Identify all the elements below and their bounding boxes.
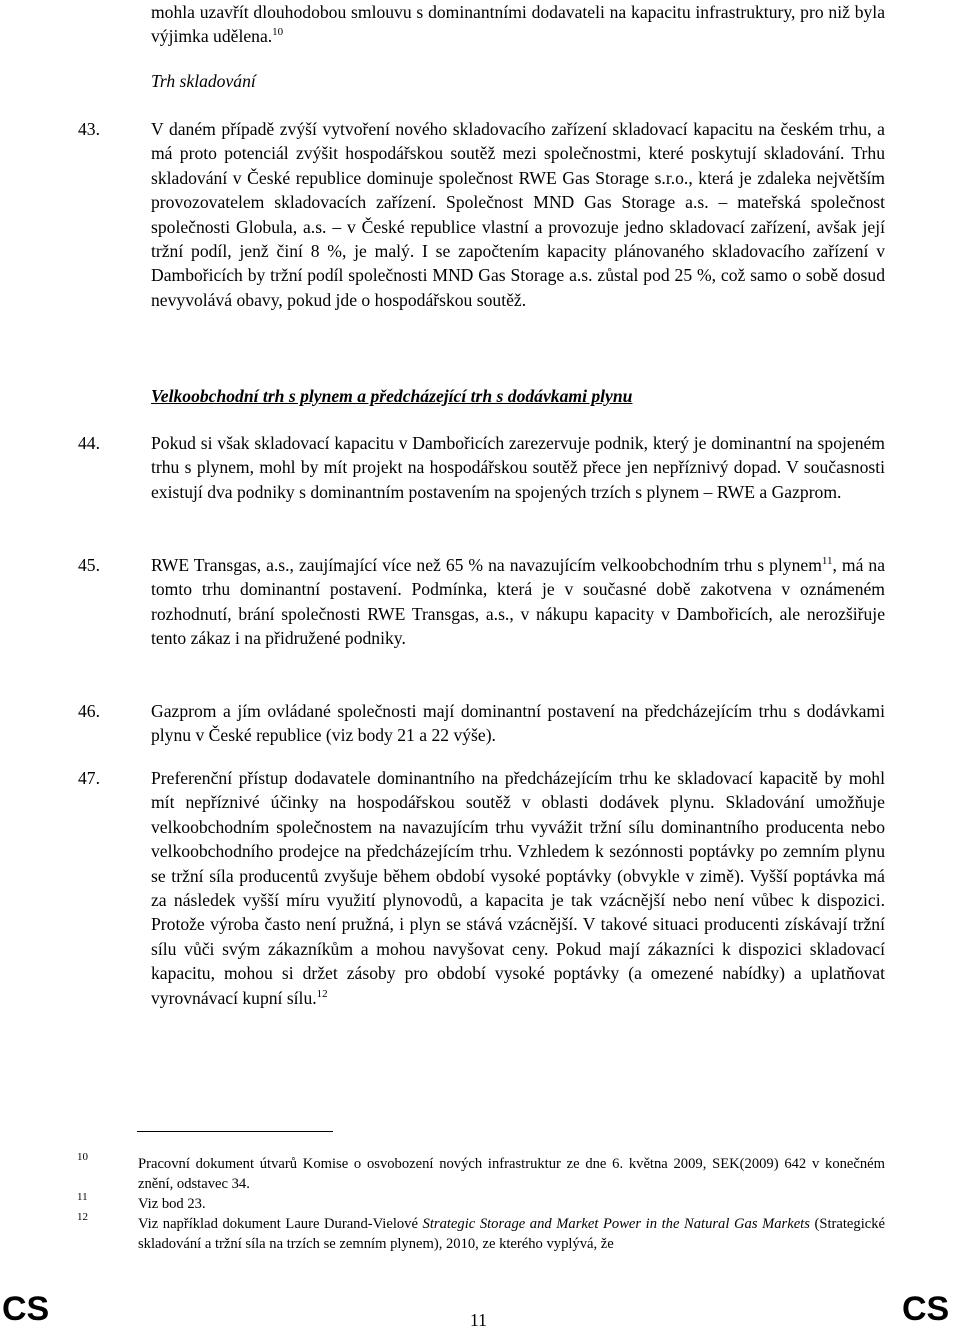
- paragraph-number-47: 47.: [78, 768, 100, 788]
- paragraph-number-45: 45.: [78, 555, 100, 575]
- footnote-separator: [137, 1131, 333, 1132]
- footnote-number-10: 10: [77, 1151, 88, 1163]
- footnote-12-text-before: Viz například dokument Laure Durand-Vielové: [138, 1216, 423, 1232]
- footnote-number-11: 11: [77, 1191, 88, 1203]
- intro-paragraph: [151, 0, 885, 49]
- footnote-ref-11[interactable]: 11: [821, 555, 833, 568]
- paragraph-43: V daném případě zvýší vytvoření nového skladovacího zařízení skladovací kapacitu na českém trhu, a má proto potenciál zvýšit hospodářskou soutěž mezi společnostmi, které poskytují skladování. Trhu skladování v České republice dominuje společnost RWE Gas Storage s.r.o., která je zdaleka největším provozovatelem skladovacích zařízení. Společnost MND Gas Storage a.s. – mateřská společnost společnosti Globula, a.s. – v České republice vlastní a provozuje jedno skladovací zařízení, avšak její tržní podíl, jenž činí 8 %, je malý. I se započtením kapacity plánovaného skladovacího zařízení v Dambořicích by tržní podíl společnosti MND Gas Storage a.s. zůstal pod 25 %, což samo o sobě dosud nevyvolává obavy, pokud jde o hospodářskou soutěž.: [151, 119, 885, 310]
- intro-paragraph-text: mohla uzavřít dlouhodobou smlouvu s dominantními dodavateli na kapacitu infrastruktury, pro niž byla výjimka udělena.: [151, 2, 885, 47]
- footnote-number-12: 12: [77, 1211, 88, 1223]
- paragraph-45-text-before: RWE Transgas, a.s., zaujímající více než 65 % na navazujícím velkoobchodním trhu s plynem: [151, 555, 822, 575]
- paragraph-number-46: 46.: [78, 701, 100, 721]
- footnote-12-title: Strategic Storage and Market Power in the Natural Gas Markets: [422, 1216, 810, 1232]
- page-number: 11: [470, 1310, 487, 1330]
- footnote-ref-12[interactable]: 12: [316, 987, 328, 1000]
- section-heading-storage-market: Trh skladování: [151, 71, 256, 91]
- paragraph-47-text: Preferenční přístup dodavatele dominantního na předcházejícím trhu ke skladovací kapacitě by mohl mít nepříznivé účinky na hospodářskou soutěž v oblasti dodávek plynu. Skladování umožňuje velkoobchodním společnostem na navazujícím trhu vyvážit tržní sílu dominantního producenta nebo velkoobchodního prodejce na předcházejícím trhu. Vzhledem k sezónnosti poptávky po zemním plynu se tržní síla producentů zvyšuje během období vysoké poptávky (obvykle v zimě). Vyšší poptávka má za následek vyšší míru využití plynovodů, a kapacita je tak vzácnější nebo není vůbec k dispozici. Protože výroba často není pružná, i plyn se stává vzácnější. V takové situaci producenti získávají tržní sílu vůči svým zákazníkům a mohou navyšovat ceny. Pokud mají zákazníci k dispozici skladovací kapacitu, mohou si držet zásoby pro období vysoké poptávky (a omezené nabídky) a uplatňovat vyrovnávací kupní sílu.: [151, 768, 885, 1008]
- paragraph-45: [151, 553, 885, 651]
- paragraph-46: Gazprom a jím ovládané společnosti mají dominantní postavení na předcházejícím trhu s dodávkami plynu v České republice (viz body 21 a 22 výše).: [151, 701, 885, 746]
- paragraph-number-44: 44.: [78, 433, 100, 453]
- footnote-ref-10[interactable]: 10: [272, 26, 284, 39]
- footnote-12-text-after: (Strategické skladování a tržní síla na trzích se zemním plynem), 2010, ze kterého vyplývá, že: [138, 1216, 886, 1252]
- footnote-12: [138, 1214, 885, 1254]
- footnote-11: Viz bod 23.: [138, 1196, 206, 1212]
- footnote-10: Pracovní dokument útvarů Komise o osvobození nových infrastruktur ze dne 6. května 2009, SEK(2009) 642 v konečném znění, odstavec 34.: [138, 1156, 885, 1192]
- paragraph-44: Pokud si však skladovací kapacitu v Dambořicích zarezervuje podnik, který je dominantní na spojeném trhu s plynem, mohl by mít projekt na hospodářskou soutěž přece jen nepříznivý dopad. V současnosti existují dva podniky s dominantním postavením na spojených trzích s plynem – RWE a Gazprom.: [151, 433, 885, 502]
- footer-language-code-right: CS: [902, 1290, 950, 1328]
- footer-language-code-left: CS: [2, 1290, 50, 1328]
- paragraph-47: [151, 766, 885, 1010]
- paragraph-number-43: 43.: [78, 119, 100, 139]
- paragraph-45-text-after: , má na tomto trhu dominantní postavení. Podmínka, která je v současné době zakotvena v oznámeném rozhodnutí, brání společnosti RWE Transgas, a.s., v nákupu kapacity v Dambořicích, ale nerozšiřuje tento zákaz i na přidružené podniky.: [151, 555, 886, 649]
- section-heading-wholesale-market: Velkoobchodní trh s plynem a předcházející trh s dodávkami plynu: [151, 386, 633, 406]
